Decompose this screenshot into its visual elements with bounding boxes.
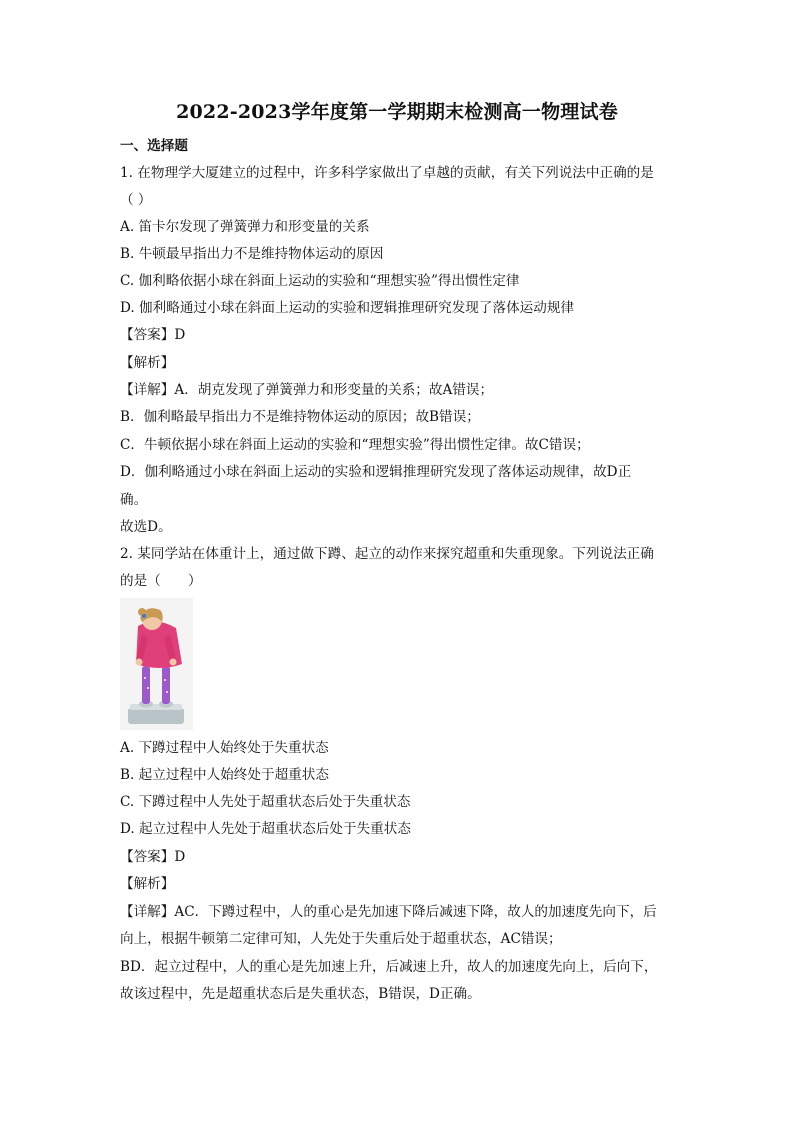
scale-icon bbox=[128, 708, 184, 724]
question-2-answer: 【答案】D bbox=[120, 849, 186, 865]
question-1-detail-line: C．牛顿依据小球在斜面上运动的实验和“理想实验”得出惯性定律。故C错误； bbox=[120, 437, 590, 453]
question-2-option-a: A. 下蹲过程中人始终处于失重状态 bbox=[120, 740, 329, 756]
question-2-detail-line: 【详解】AC．下蹲过程中，人的重心是先加速下降后减速下降，故人的加速度先向下，后 bbox=[120, 904, 657, 920]
question-1-detail-line: 【详解】A．胡克发现了弹簧弹力和形变量的关系；故A错误； bbox=[120, 382, 494, 398]
question-1-detail-line: 确。 bbox=[120, 492, 148, 508]
right-leg bbox=[162, 666, 170, 704]
left-leg bbox=[142, 666, 150, 704]
question-2-stem: 2. 某同学站在体重计上，通过做下蹲、起立的动作来探究超重和失重现象。下列说法正确 bbox=[120, 546, 654, 562]
right-hand bbox=[170, 659, 177, 666]
question-1-stem-bracket: （ ） bbox=[120, 192, 152, 208]
question-2-detail-line: BD．起立过程中，人的重心是先加速上升，后减速上升，故人的加速度先向上，后向下， bbox=[120, 959, 658, 975]
question-1-option-b: B. 牛顿最早指出力不是维持物体运动的原因 bbox=[120, 246, 384, 262]
question-2-stem-end: 的是（ ） bbox=[120, 573, 202, 589]
question-2-detail-line: 故该过程中，先是超重状态后是失重状态，B错误，D正确。 bbox=[120, 986, 481, 1002]
question-2-option-d: D. 起立过程中人先处于超重状态后处于失重状态 bbox=[120, 821, 411, 837]
left-hand bbox=[136, 659, 143, 666]
question-1-analysis-label: 【解析】 bbox=[120, 355, 175, 371]
question-1-detail-line: D．伽利略通过小球在斜面上运动的实验和逻辑推理研究发现了落体运动规律，故D正 bbox=[120, 464, 632, 480]
question-1-stem: 1. 在物理学大厦建立的过程中，许多科学家做出了卓越的贡献，有关下列说法中正确的是 bbox=[120, 165, 654, 181]
question-1-option-c: C. 伽利略依据小球在斜面上运动的实验和“理想实验”得出惯性定律 bbox=[120, 273, 520, 289]
question-1-option-d: D. 伽利略通过小球在斜面上运动的实验和逻辑推理研究发现了落体运动规律 bbox=[120, 300, 575, 316]
question-2-option-c: C. 下蹲过程中人先处于超重状态后处于失重状态 bbox=[120, 794, 411, 810]
hair-clip bbox=[142, 614, 146, 618]
question-1-option-a: A. 笛卡尔发现了弹簧弹力和形变量的关系 bbox=[120, 219, 370, 235]
question-1-answer: 【答案】D bbox=[120, 327, 186, 343]
section-heading: 一、选择题 bbox=[120, 138, 188, 154]
question-2-detail-line: 向上，根据牛顿第二定律可知，人先处于失重后处于超重状态，AC错误； bbox=[120, 931, 562, 947]
question-1-detail-line: 故选D。 bbox=[120, 519, 172, 535]
page-title: 2022-2023学年度第一学期期末检测高一物理试卷 bbox=[176, 101, 618, 123]
scale-top bbox=[130, 704, 182, 710]
girl-on-scale-illustration bbox=[120, 598, 193, 730]
question-2-option-b: B. 起立过程中人始终处于超重状态 bbox=[120, 767, 329, 783]
question-2-analysis-label: 【解析】 bbox=[120, 876, 175, 892]
question-1-detail-line: B．伽利略最早指出力不是维持物体运动的原因；故B错误； bbox=[120, 409, 480, 425]
